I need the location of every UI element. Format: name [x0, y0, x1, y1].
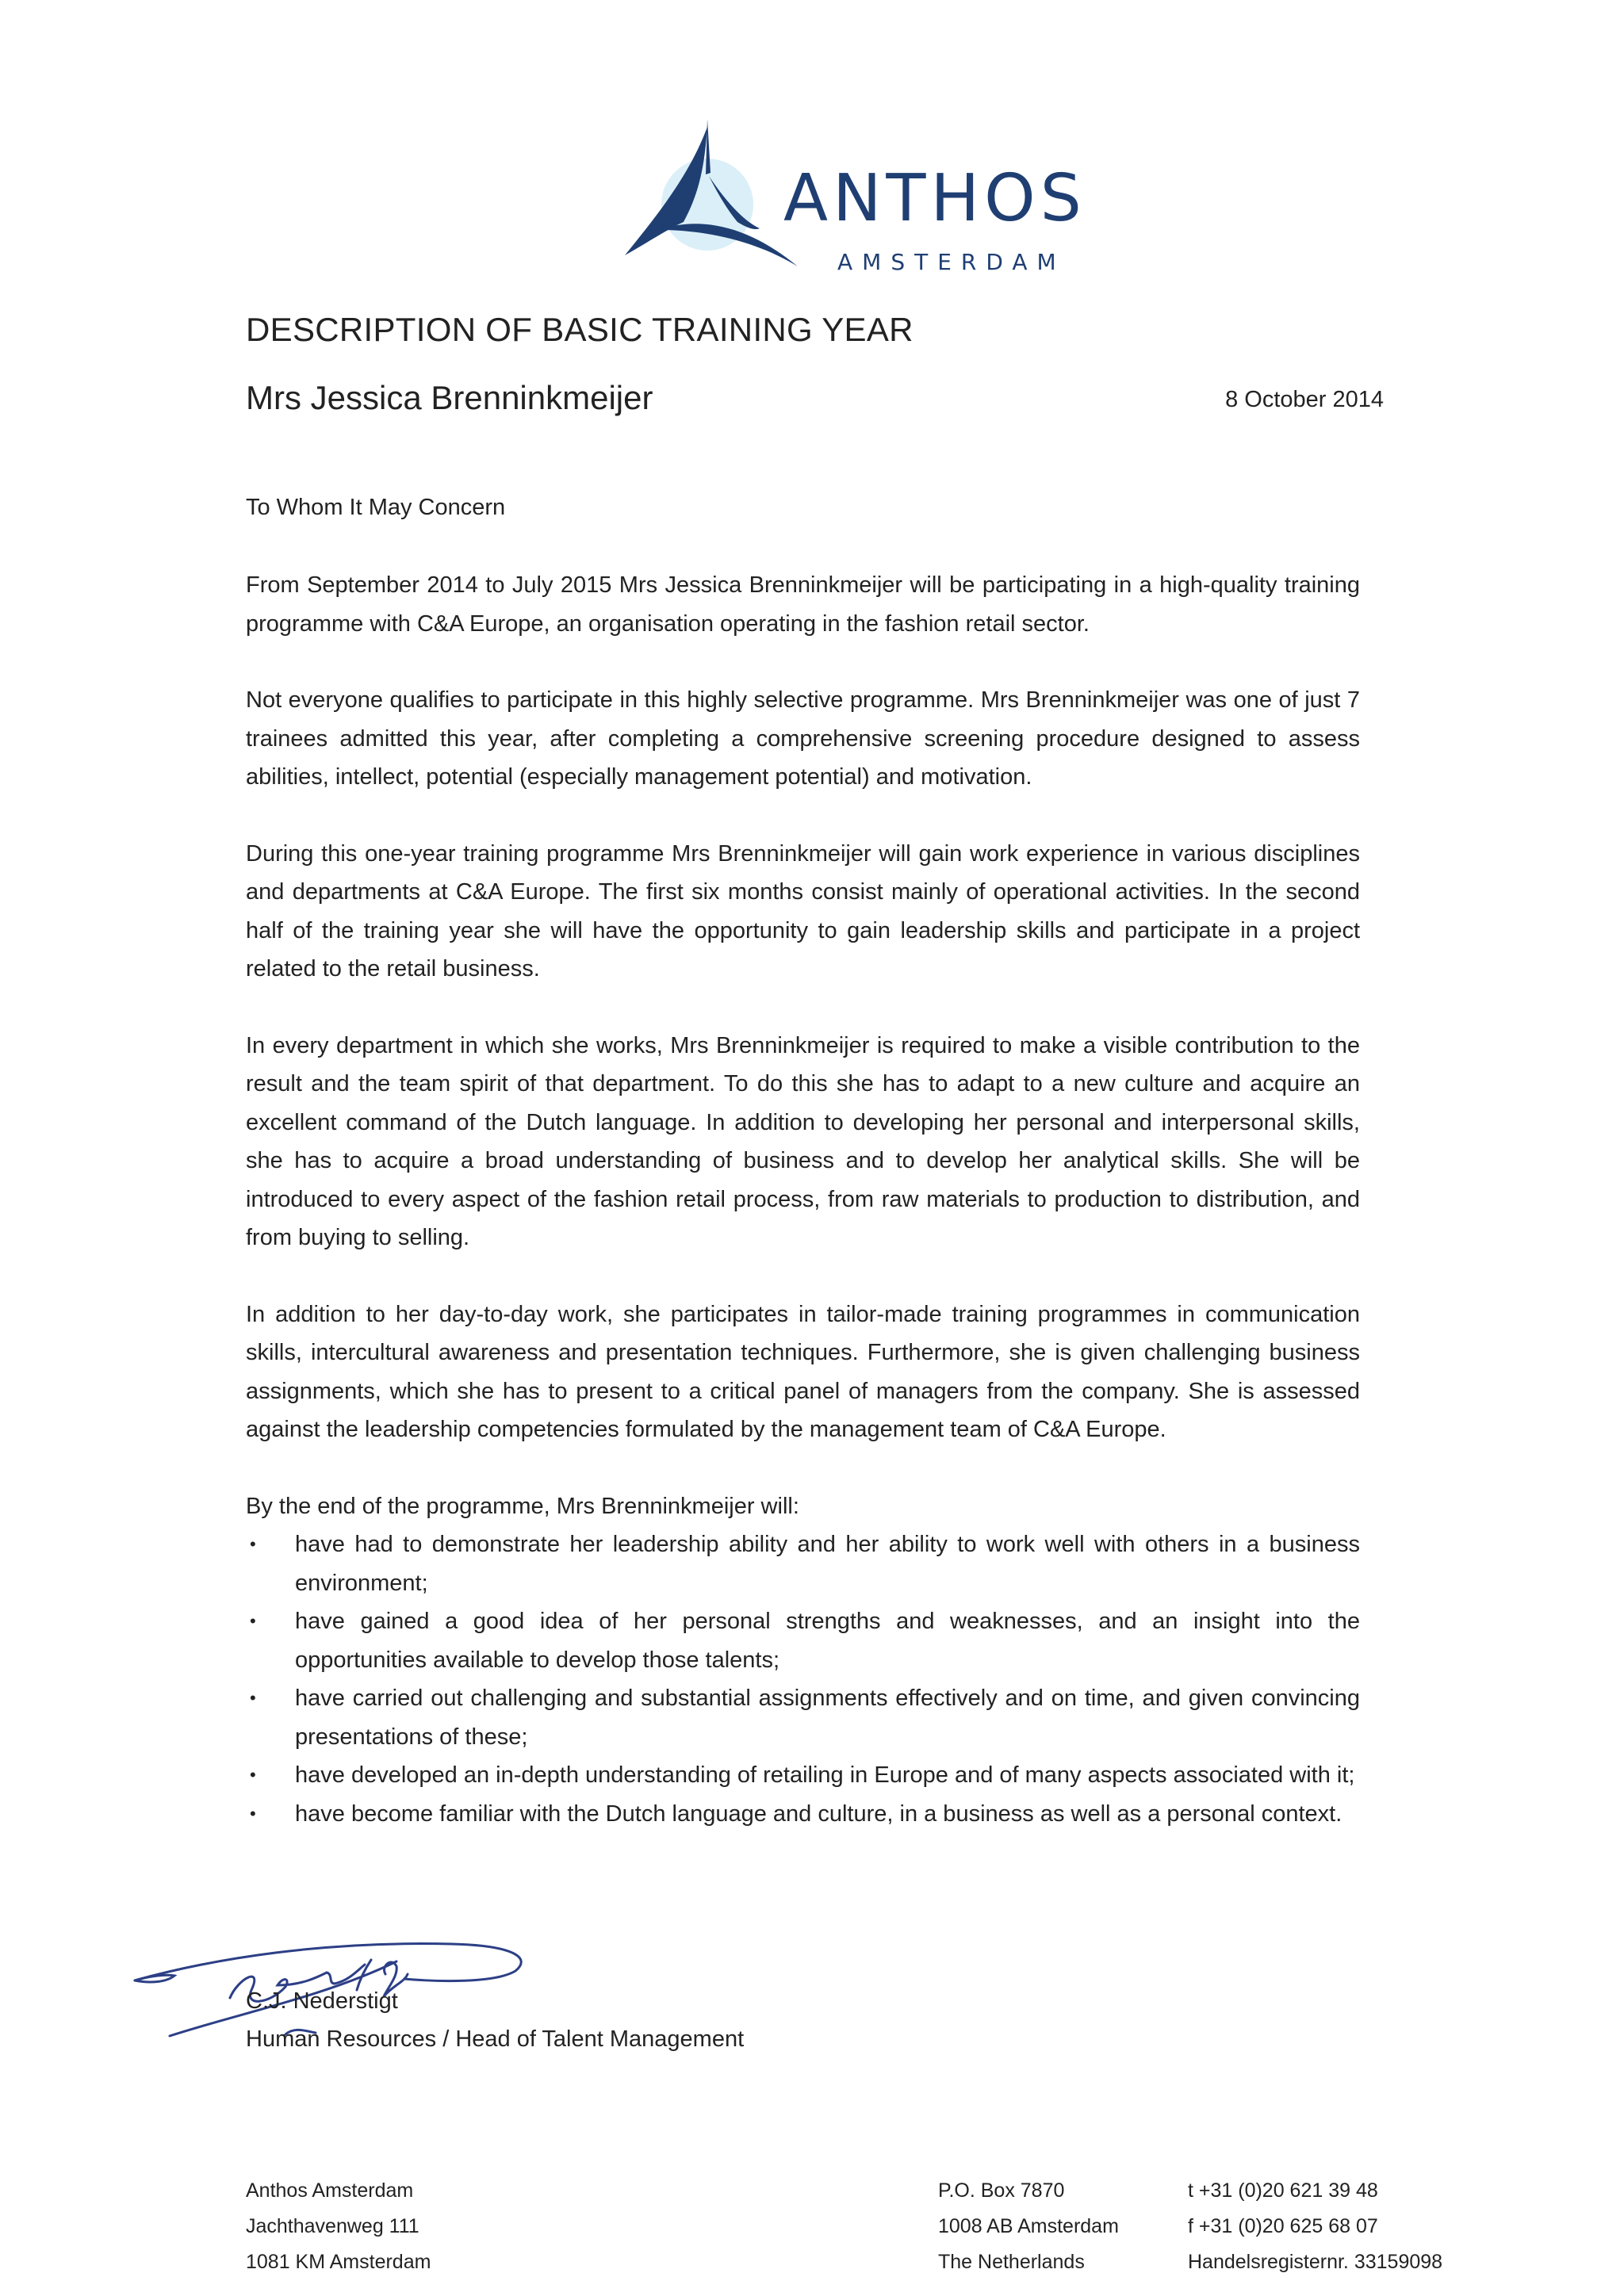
document-title: DESCRIPTION OF BASIC TRAINING YEAR	[246, 311, 914, 348]
bullet-icon: •	[250, 1803, 256, 1823]
logo-city: AMSTERDAM	[837, 249, 1066, 275]
outcomes-list	[246, 1525, 1360, 1833]
footer-line: P.O. Box 7870	[938, 2179, 1065, 2202]
bullet-icon: •	[250, 1611, 256, 1631]
list-item	[246, 1602, 1360, 1679]
body-paragraph: In every department in which she works, Mrs Brenninkmeijer is required to make a visible contribution to the result and the team spirit of that department. To do this she has to adapt to a new culture and acquire an excellent command of the Dutch language. In addition to developing her personal and interpersonal skills, she has to acquire a broad understanding of business and to develop her analytical skills. She will be introduced to every aspect of the fashion retail process, from raw materials to production to distribution, and from buying to selling.	[246, 1032, 1360, 1250]
signatory-name: C.J. Nederstigt	[246, 1988, 398, 2014]
handwritten-signature	[119, 1903, 547, 2045]
salutation: To Whom It May Concern	[246, 495, 506, 520]
footer-line: f +31 (0)20 625 68 07	[1188, 2215, 1378, 2237]
list-item-text: have carried out challenging and substantial assignments effectively and on time, and given convincing presentations of these;	[295, 1686, 1360, 1750]
list-item-text: have developed an in-depth understanding of retailing in Europe and of many aspects associated with it;	[295, 1762, 1355, 1788]
footer-postal	[938, 2173, 1119, 2280]
footer-line: t +31 (0)20 621 39 48	[1188, 2179, 1378, 2202]
bullet-icon: •	[250, 1765, 256, 1785]
bullet-icon: •	[250, 1534, 256, 1554]
signature-strokes	[119, 1903, 547, 2045]
footer-line: 1008 AB Amsterdam	[938, 2215, 1119, 2237]
logo-wordmark: ANTHOS	[783, 161, 1086, 236]
body-paragraph: From September 2014 to July 2015 Mrs Jessica Brenninkmeijer will be participating in a high-quality training programme with C&A Europe, an organisation operating in the fashion retail sector.	[246, 572, 1360, 637]
signatory-role: Human Resources / Head of Talent Management	[246, 2026, 745, 2052]
footer-line: Anthos Amsterdam	[246, 2179, 414, 2202]
list-item-text: have become familiar with the Dutch language and culture, in a business as well as a personal context.	[295, 1800, 1342, 1827]
list-item-text: have gained a good idea of her personal strengths and weaknesses, and an insight into the opportunities available to develop those talents;	[295, 1609, 1360, 1673]
list-item	[246, 1756, 1360, 1795]
letter-date: 8 October 2014	[1225, 387, 1384, 412]
footer-line: The Netherlands	[938, 2251, 1085, 2273]
anthos-logo-mark	[611, 111, 1102, 277]
logo-spire	[706, 119, 710, 174]
list-item-text: have had to demonstrate her leadership ability and her ability to work well with others in a business environment;	[295, 1532, 1360, 1596]
body-paragraph: In addition to her day-to-day work, she participates in tailor-made training programmes in communication skills, intercultural awareness and presentation techniques. Furthermore, she is given challenging business assignments, which she has to present to a critical panel of managers from the company. She is assessed against the leadership competencies formulated by the management team of C&A Europe.	[246, 1301, 1360, 1442]
footer-address	[246, 2173, 431, 2280]
letter-body	[246, 566, 1360, 1833]
footer-line: Handelsregisternr. 33159098	[1188, 2251, 1443, 2273]
body-paragraph: During this one-year training programme Mrs Brenninkmeijer will gain work experience in various disciplines and departments at C&A Europe. The first six months consist mainly of operational activities. In the second half of the training year she will have the opportunity to gain leadership skills and participate in a project related to the retail business.	[246, 840, 1360, 982]
footer-line: Jachthavenweg 111	[246, 2215, 419, 2237]
bullet-icon: •	[250, 1688, 256, 1708]
signature-stroke	[135, 1975, 174, 1982]
footer-contact	[1188, 2173, 1442, 2280]
recipient-name: Mrs Jessica Brenninkmeijer	[246, 379, 653, 416]
list-item	[246, 1795, 1360, 1834]
signature-stroke	[135, 1944, 521, 1981]
anthos-logo	[611, 111, 1102, 277]
list-intro: By the end of the programme, Mrs Brenninkmeijer will:	[246, 1493, 799, 1519]
list-item	[246, 1679, 1360, 1756]
body-paragraph: Not everyone qualifies to participate in this highly selective programme. Mrs Brenninkmeijer was one of just 7 trainees admitted this year, after completing a comprehensive screening procedure designed to assess abilities, intellect, potential (especially management potential) and motivation.	[246, 687, 1360, 790]
list-item	[246, 1525, 1360, 1602]
footer-line: 1081 KM Amsterdam	[246, 2251, 431, 2273]
